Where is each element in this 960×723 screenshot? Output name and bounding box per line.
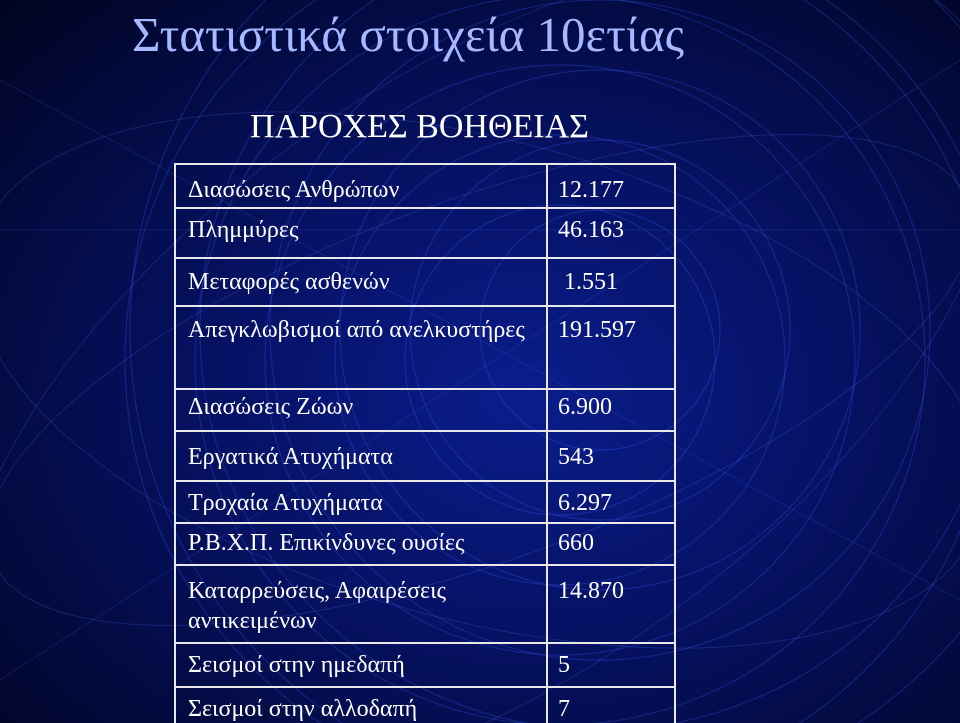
slide-title: Στατιστικά στοιχεία 10ετίας (132, 7, 685, 62)
table-row (175, 389, 675, 431)
table-row (175, 523, 675, 565)
table-row (175, 164, 675, 208)
row-value: 7 (547, 687, 675, 723)
row-label: Καταρρεύσεις, Αφαιρέσεις αντικειμένων (175, 565, 547, 643)
row-label: Διασώσεις Ζώων (175, 389, 547, 431)
row-label: Απεγκλωβισμοί από ανελκυστήρες (175, 306, 547, 389)
row-label: Πλημμύρες (175, 208, 547, 258)
row-value: 46.163 (547, 208, 675, 258)
slide-subtitle: ΠΑΡΟΧΕΣ ΒΟΗΘΕΙΑΣ (250, 108, 589, 145)
row-label: Σεισμοί στην ημεδαπή (175, 643, 547, 687)
row-label: Ρ.Β.Χ.Π. Επικίνδυνες ουσίες (175, 523, 547, 565)
table-row (175, 431, 675, 481)
table-row (175, 208, 675, 258)
row-value: 5 (547, 643, 675, 687)
row-value: 660 (547, 523, 675, 565)
row-value: 1.551 (564, 269, 618, 295)
row-value: 6.900 (547, 389, 675, 431)
statistics-table (174, 163, 676, 723)
table-row (175, 565, 675, 643)
table-row (175, 481, 675, 523)
table-row (175, 687, 675, 723)
table-row (175, 306, 675, 389)
row-label: Διασώσεις Ανθρώπων (175, 164, 547, 208)
row-value: 191.597 (547, 306, 675, 389)
row-value: 543 (547, 431, 675, 481)
row-value: 12.177 (547, 164, 675, 208)
row-label: Σεισμοί στην αλλοδαπή (175, 687, 547, 723)
row-label: Τροχαία Ατυχήματα (175, 481, 547, 523)
row-label: Μεταφορές ασθενών (175, 258, 547, 306)
row-value: 6.297 (547, 481, 675, 523)
table-row (175, 258, 675, 306)
row-label: Εργατικά Ατυχήματα (175, 431, 547, 481)
table-row (175, 643, 675, 687)
row-value: 14.870 (547, 565, 675, 643)
